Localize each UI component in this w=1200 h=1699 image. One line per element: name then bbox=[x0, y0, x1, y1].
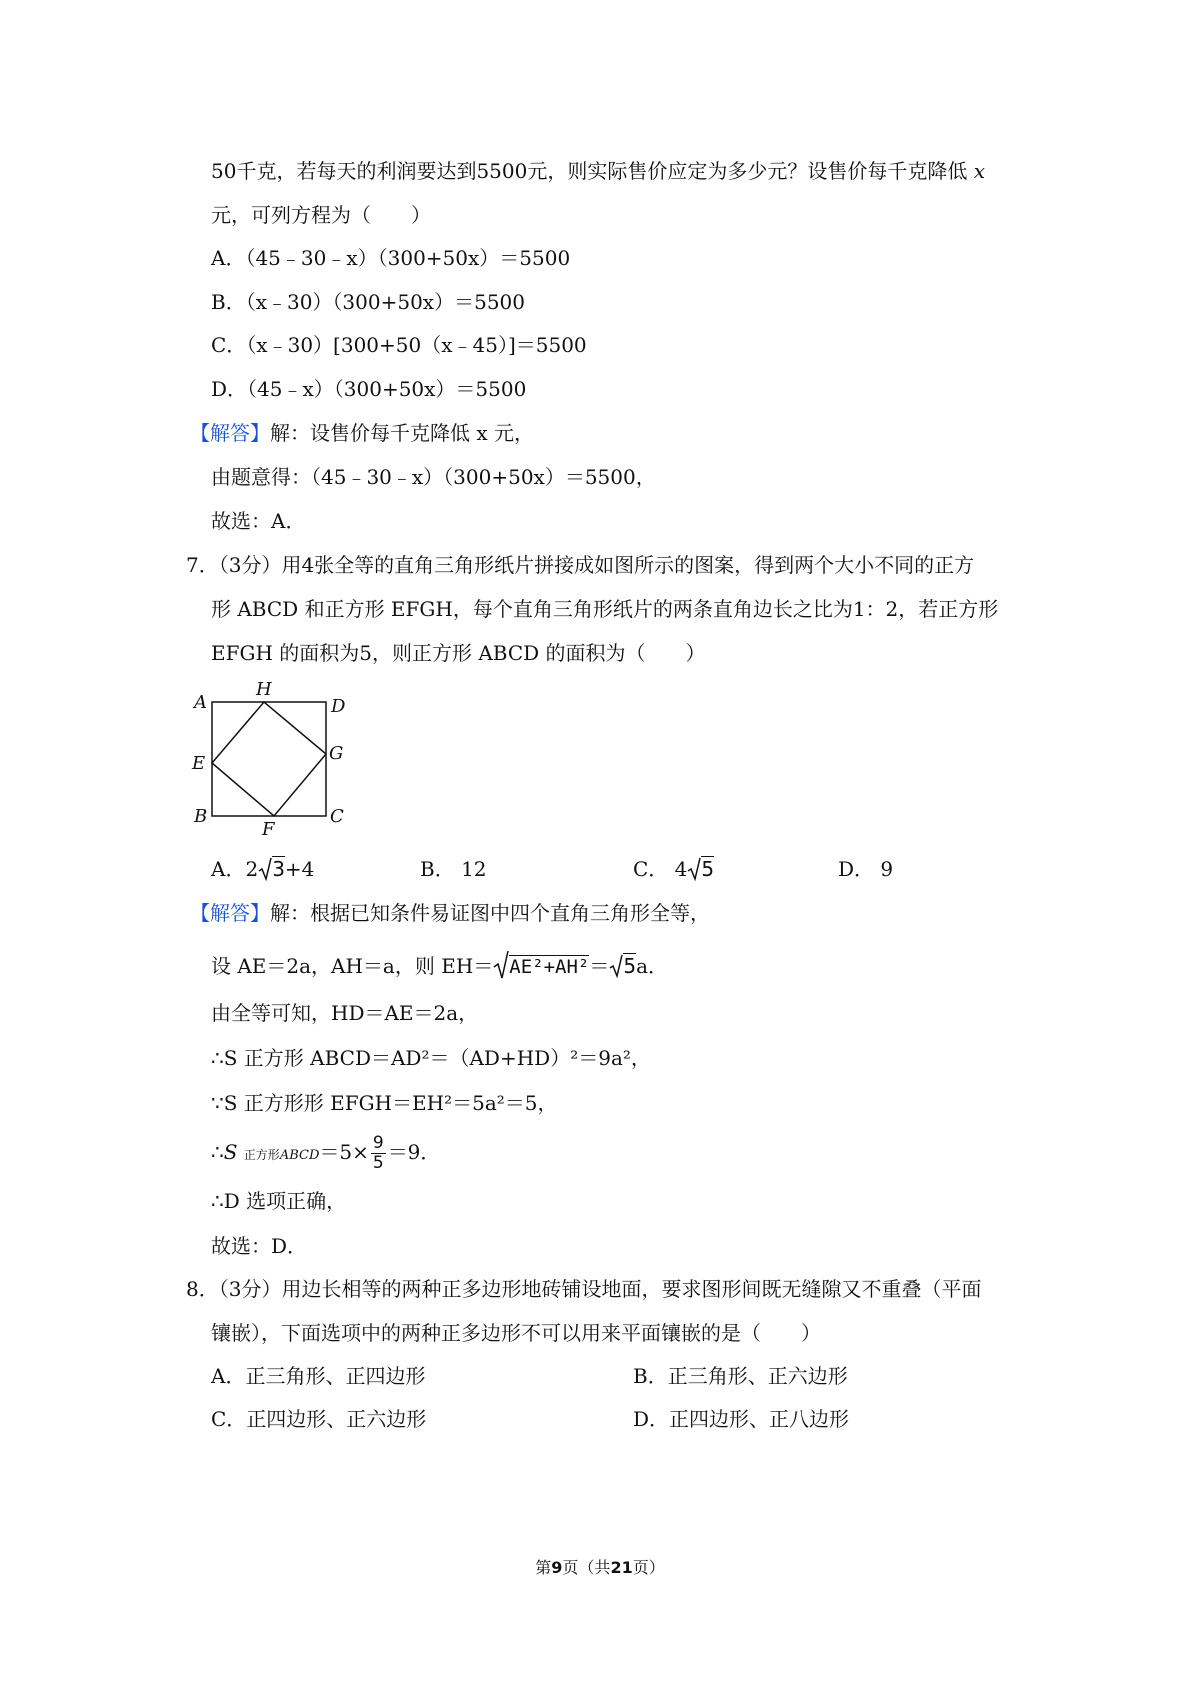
label-f: F bbox=[262, 819, 275, 840]
q6-stem-line2: 元，可列方程为（ ） bbox=[211, 203, 431, 227]
label-h: H bbox=[256, 679, 272, 700]
sqrt-5-a: 5 bbox=[609, 953, 636, 979]
q6-option-d: D．（45﹣x）（300+50x）＝5500 bbox=[211, 377, 527, 401]
q7-answer-line1: 【解答】解：根据已知条件易证图中四个直角三角形全等， bbox=[190, 901, 710, 925]
q7-stem-line3: EFGH 的面积为5，则正方形 ABCD 的面积为（ ） bbox=[211, 641, 706, 665]
q8-option-c: C．正四边形、正六边形 bbox=[211, 1407, 427, 1431]
q6-option-c: C．（x﹣30）[300+50（x﹣45）]＝5500 bbox=[211, 333, 587, 357]
q6-answer-line3: 故选：A． bbox=[211, 509, 306, 533]
square-efgh bbox=[212, 702, 326, 816]
q6-stem-line1: 50千克，若每天的利润要达到5500元，则实际售价应定为多少元？设售价每千克降低 x bbox=[211, 159, 985, 183]
q6-answer-line1: 【解答】解：设售价每千克降低 x 元， bbox=[190, 421, 534, 445]
label-g: G bbox=[329, 743, 344, 764]
q7-stem-line2: 形 ABCD 和正方形 EFGH，每个直角三角形纸片的两条直角边长之比为1：2，若正方形 bbox=[211, 597, 999, 621]
q7-answer-line8: 故选：D． bbox=[211, 1234, 308, 1258]
sqrt-ae-ah: AE²+AH² bbox=[493, 950, 589, 980]
q6-option-b: B．（x﹣30）（300+50x）＝5500 bbox=[211, 290, 525, 314]
q7-option-d: D． 9 bbox=[838, 857, 894, 881]
q7-option-a: A．2 3+4 bbox=[211, 857, 315, 881]
q8-stem-line2: 镶嵌），下面选项中的两种正多边形不可以用来平面镶嵌的是（ ） bbox=[211, 1321, 821, 1345]
q7-answer-line4: ∴S 正方形 ABCD＝AD²＝（AD+HD）²＝9a²， bbox=[211, 1046, 651, 1070]
label-a: A bbox=[194, 692, 207, 713]
label-b: B bbox=[194, 806, 208, 827]
q8-option-d: D．正四边形、正八边形 bbox=[633, 1407, 850, 1431]
q7-answer-line5: ∵S 正方形形 EFGH＝EH²＝5a²＝5， bbox=[211, 1091, 558, 1115]
answer-tag: 【解答】 bbox=[190, 421, 270, 445]
q7-option-c: C． 4 5 bbox=[633, 857, 715, 881]
q7-answer-line7: ∴D 选项正确， bbox=[211, 1189, 347, 1213]
q7-answer-line3: 由全等可知，HD＝AE＝2a， bbox=[211, 1001, 479, 1025]
label-c: C bbox=[330, 806, 344, 827]
q7-answer-line2: 设 AE＝2a，AH＝a，则 EH＝ AE²+AH²＝ 5a． bbox=[211, 950, 668, 980]
q8-stem-line1: 8．（3分）用边长相等的两种正多边形地砖铺设地面，要求图形间既无缝隙又不重叠（平面 bbox=[186, 1277, 982, 1301]
q6-answer-line2: 由题意得：（45﹣30﹣x）（300+50x）＝5500， bbox=[211, 465, 656, 489]
label-d: D bbox=[331, 696, 346, 717]
answer-tag: 【解答】 bbox=[190, 901, 270, 925]
q7-option-b: B． 12 bbox=[420, 857, 487, 881]
fraction-9-5: $\frac{9}{5}$ bbox=[372, 1133, 384, 1173]
q6-option-a: A．（45﹣30﹣x）（300+50x）＝5500 bbox=[211, 246, 571, 270]
q8-option-b: B．正三角形、正六边形 bbox=[633, 1364, 848, 1388]
square-abcd bbox=[212, 702, 326, 816]
q7-stem-line1: 7．（3分）用4张全等的直角三角形纸片拼接成如图所示的图案，得到两个大小不同的正方 bbox=[186, 553, 975, 577]
page-footer: 第9页（共21页） bbox=[535, 1558, 665, 1577]
square-figure bbox=[190, 675, 350, 840]
sqrt-5: 5 bbox=[687, 856, 714, 882]
label-e: E bbox=[192, 753, 206, 774]
q8-option-a: A．正三角形、正四边形 bbox=[211, 1364, 426, 1388]
sqrt-3: 3 bbox=[258, 856, 285, 882]
q7-answer-line6: ∴S 正方形ABCD＝5× $\frac{9}{5}$ ＝9． bbox=[211, 1133, 441, 1173]
